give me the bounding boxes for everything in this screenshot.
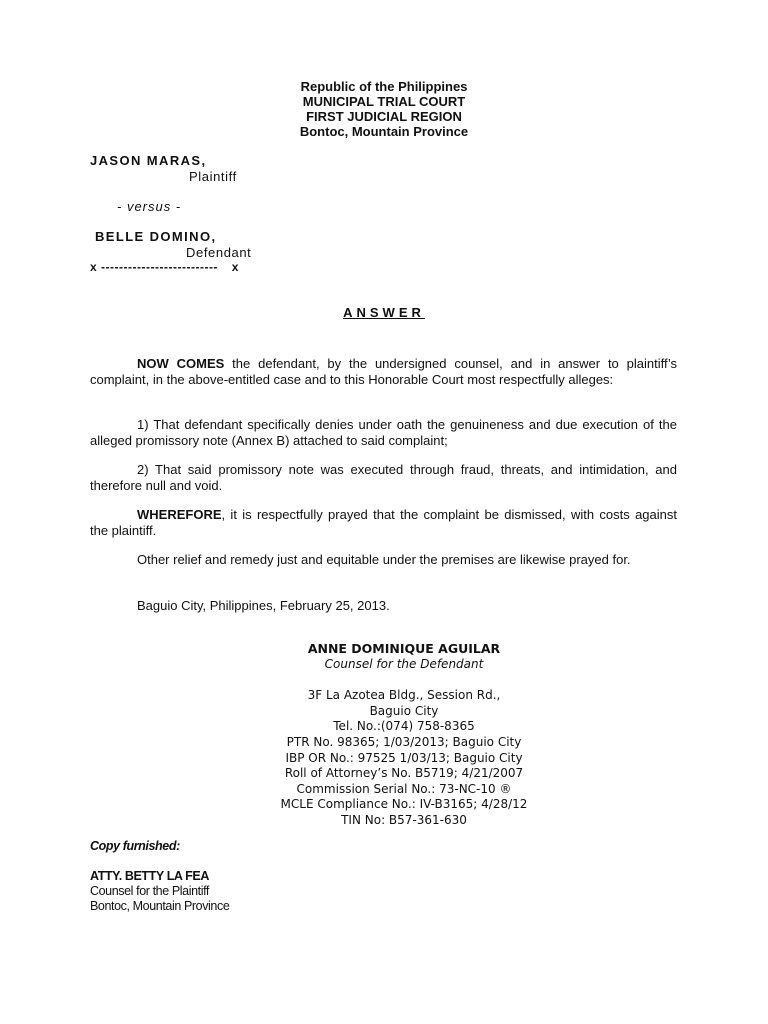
copy-furnished-recipient xyxy=(90,869,229,914)
counsel-telephone: Tel. No.:(074) 758-8365 xyxy=(333,719,475,734)
other-relief-text: Other relief and remedy just and equitable under the premises are likewise prayed for. xyxy=(137,552,631,567)
counsel-mcle: MCLE Compliance No.: IV-B3165; 4/28/12 xyxy=(280,797,528,812)
recipient-role: Counsel for the Plaintiff xyxy=(90,884,210,898)
paragraph-allegation-2 xyxy=(90,462,677,493)
header-region: FIRST JUDICIAL REGION xyxy=(306,109,462,124)
court-header xyxy=(0,79,768,139)
counsel-roll: Roll of Attorney’s No. B5719; 4/21/2007 xyxy=(284,766,524,781)
place-date-text: Baguio City, Philippines, February 25, 2013. xyxy=(137,598,390,613)
document-title: ANSWER xyxy=(343,305,425,320)
counsel-ptr: PTR No. 98365; 1/03/2013; Baguio City xyxy=(286,734,522,749)
header-republic: Republic of the Philippines xyxy=(300,79,468,94)
copy-furnished-title: Copy furnished: xyxy=(90,839,180,853)
plaintiff-name: JASON MARAS, xyxy=(90,153,207,168)
now-comes-text: the defendant, by the undersigned counsel, and in answer to plaintiff’s complaint, in the above-entitled case and to this Honorable Court most respectfully alleges: xyxy=(90,356,677,387)
counsel-address-line1: 3F La Azotea Bldg., Session Rd., xyxy=(307,688,501,703)
counsel-name: ANNE DOMINIQUE AGUILAR xyxy=(307,641,501,656)
plaintiff-role: Plaintiff xyxy=(189,169,237,184)
recipient-address: Bontoc, Mountain Province xyxy=(90,899,230,913)
recipient-name: ATTY. BETTY LA FEA xyxy=(90,869,209,883)
paragraph-wherefore xyxy=(90,507,677,538)
allegation-1-text: 1) That defendant specifically denies under oath the genuineness and due execution of the alleged promissory note (Annex B) attached to said complaint; xyxy=(90,417,677,448)
versus-label: - versus - xyxy=(117,199,182,214)
now-comes-lead: NOW COMES xyxy=(137,356,225,371)
counsel-role: Counsel for the Defendant xyxy=(324,656,484,671)
divider-x-start: x xyxy=(90,260,98,274)
paragraph-place-date xyxy=(90,598,677,614)
wherefore-lead: WHEREFORE xyxy=(137,507,222,522)
paragraph-other-relief xyxy=(90,552,677,568)
header-location: Bontoc, Mountain Province xyxy=(299,124,469,139)
paragraph-allegation-1 xyxy=(90,417,677,448)
caption-divider xyxy=(90,260,239,274)
allegation-2-text: 2) That said promissory note was executed through fraud, threats, and intimidation, and therefore null and void. xyxy=(90,462,677,493)
counsel-tin: TIN No: B57-361-630 xyxy=(341,812,467,827)
counsel-ibp: IBP OR No.: 97525 1/03/13; Baguio City xyxy=(285,750,523,765)
wherefore-text: , it is respectfully prayed that the complaint be dismissed, with costs against the plaintiff. xyxy=(90,507,677,538)
signature-block xyxy=(239,641,569,829)
defendant-role: Defendant xyxy=(186,245,252,260)
header-court: MUNICIPAL TRIAL COURT xyxy=(302,94,466,109)
divider-x-end: x xyxy=(231,260,239,274)
counsel-commission: Commission Serial No.: 73-NC-10 ® xyxy=(296,781,512,796)
counsel-address-line2: Baguio City xyxy=(369,703,439,718)
divider-dashes: -------------------------- xyxy=(101,260,218,274)
paragraph-now-comes xyxy=(90,356,677,387)
defendant-name: BELLE DOMINO, xyxy=(95,229,217,244)
